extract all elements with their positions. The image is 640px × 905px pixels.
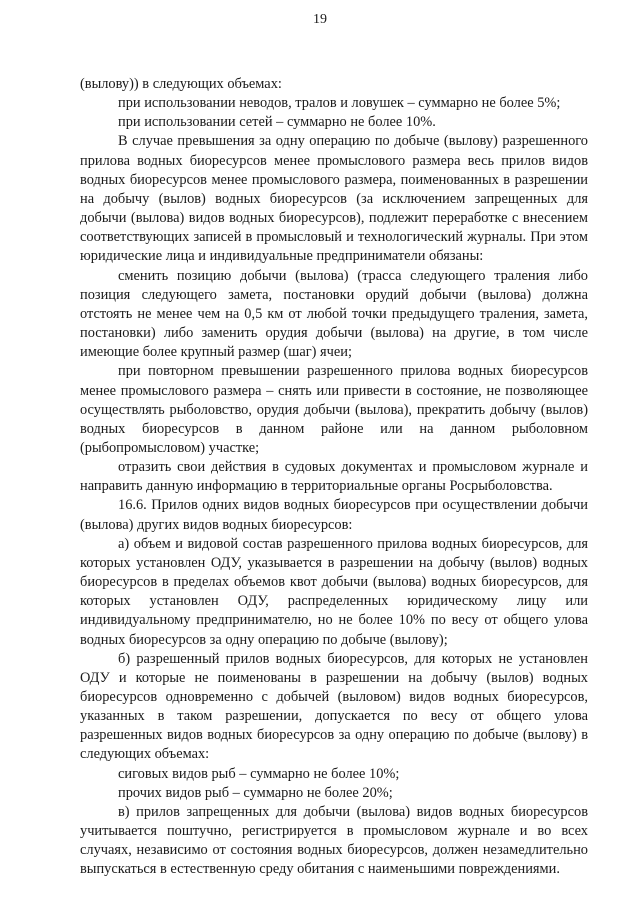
paragraph-12: прочих видов рыб – суммарно не более 20%; — [118, 784, 393, 801]
body-text — [80, 75, 588, 880]
paragraph-11: сиговых видов рыб – суммарно не более 10%; — [118, 765, 400, 782]
paragraph-9: а) объем и видовой состав разрешенного прилова водных биоресурсов, для которых установлен ОДУ, указывается в разрешении на добычу (вылов) водных биоресурсов в пределах объемов квот добычи (вылова) водных биоресурсов, для которых установлен ОДУ, распределенных юридическому лицу или индивидуальному предпринимателю, но не более 10% по весу от общего улова водных биоресурсов за одну операцию по добыче (вылову); — [80, 535, 588, 648]
paragraph-8: 16.6. Прилов одних видов водных биоресурсов при осуществлении добычи (вылова) других видов водных биоресурсов: — [80, 497, 588, 533]
paragraph-5: сменить позицию добычи (вылова) (трасса следующего траления либо позиция следующего замета, постановки орудий добычи (вылова) должна отстоять не менее чем на 0,5 км от любой точки предыдущего траления, замета, постановки) либо заменить орудия добычи (вылова) на другие, в том числе имеющие более крупный размер (шаг) ячеи; — [80, 267, 588, 361]
paragraph-13: в) прилов запрещенных для добычи (вылова) видов водных биоресурсов учитывается поштучно, регистрируется в промысловом журнале и во всех случаях, независимо от состояния водных биоресурсов, должен незамедлительно выпускаться в естественную среду обитания с наименьшими повреждениями. — [80, 803, 588, 878]
paragraph-4: В случае превышения за одну операцию по добыче (вылову) разрешенного прилова водных биоресурсов менее промыслового размера весь прилов видов водных биоресурсов менее промыслового размера, поименованных в разрешении на добычу (вылов) водных биоресурсов (за исключением запрещенных для добычи (вылова) видов водных биоресурсов), подлежит переработке с внесением соответствующих записей в промысловый и технологический журналы. При этом юридические лица и индивидуальные предприниматели обязаны: — [80, 133, 588, 265]
page-number: 19 — [313, 12, 327, 27]
paragraph-10: б) разрешенный прилов водных биоресурсов, для которых не установлен ОДУ и которые не поименованы в разрешении на добычу (вылов) водных биоресурсов одновременно с добычей (выловом) видов водных биоресурсов, указанных в таком разрешении, допускается по весу от общего улова разрешенных видов водных биоресурсов за одну операцию по добыче (вылову) в следующих объемах: — [80, 650, 588, 763]
paragraph-6: при повторном превышении разрешенного прилова водных биоресурсов менее промыслового размера – снять или привести в состояние, не позволяющее осуществлять рыболовство, орудия добычи (вылова), прекратить добычу (вылов) водных биоресурсов в данном районе или на данном рыболовном (рыбопромысловом) участке; — [80, 363, 588, 456]
paragraph-7: отразить свои действия в судовых документах и промысловом журнале и направить данную информацию в территориальные органы Росрыболовства. — [80, 459, 588, 495]
paragraph-2: при использовании неводов, тралов и ловушек – суммарно не более 5%; — [118, 95, 561, 112]
paragraph-1: (вылову)) в следующих объемах: — [80, 76, 282, 92]
paragraph-3: при использовании сетей – суммарно не более 10%. — [118, 114, 436, 131]
